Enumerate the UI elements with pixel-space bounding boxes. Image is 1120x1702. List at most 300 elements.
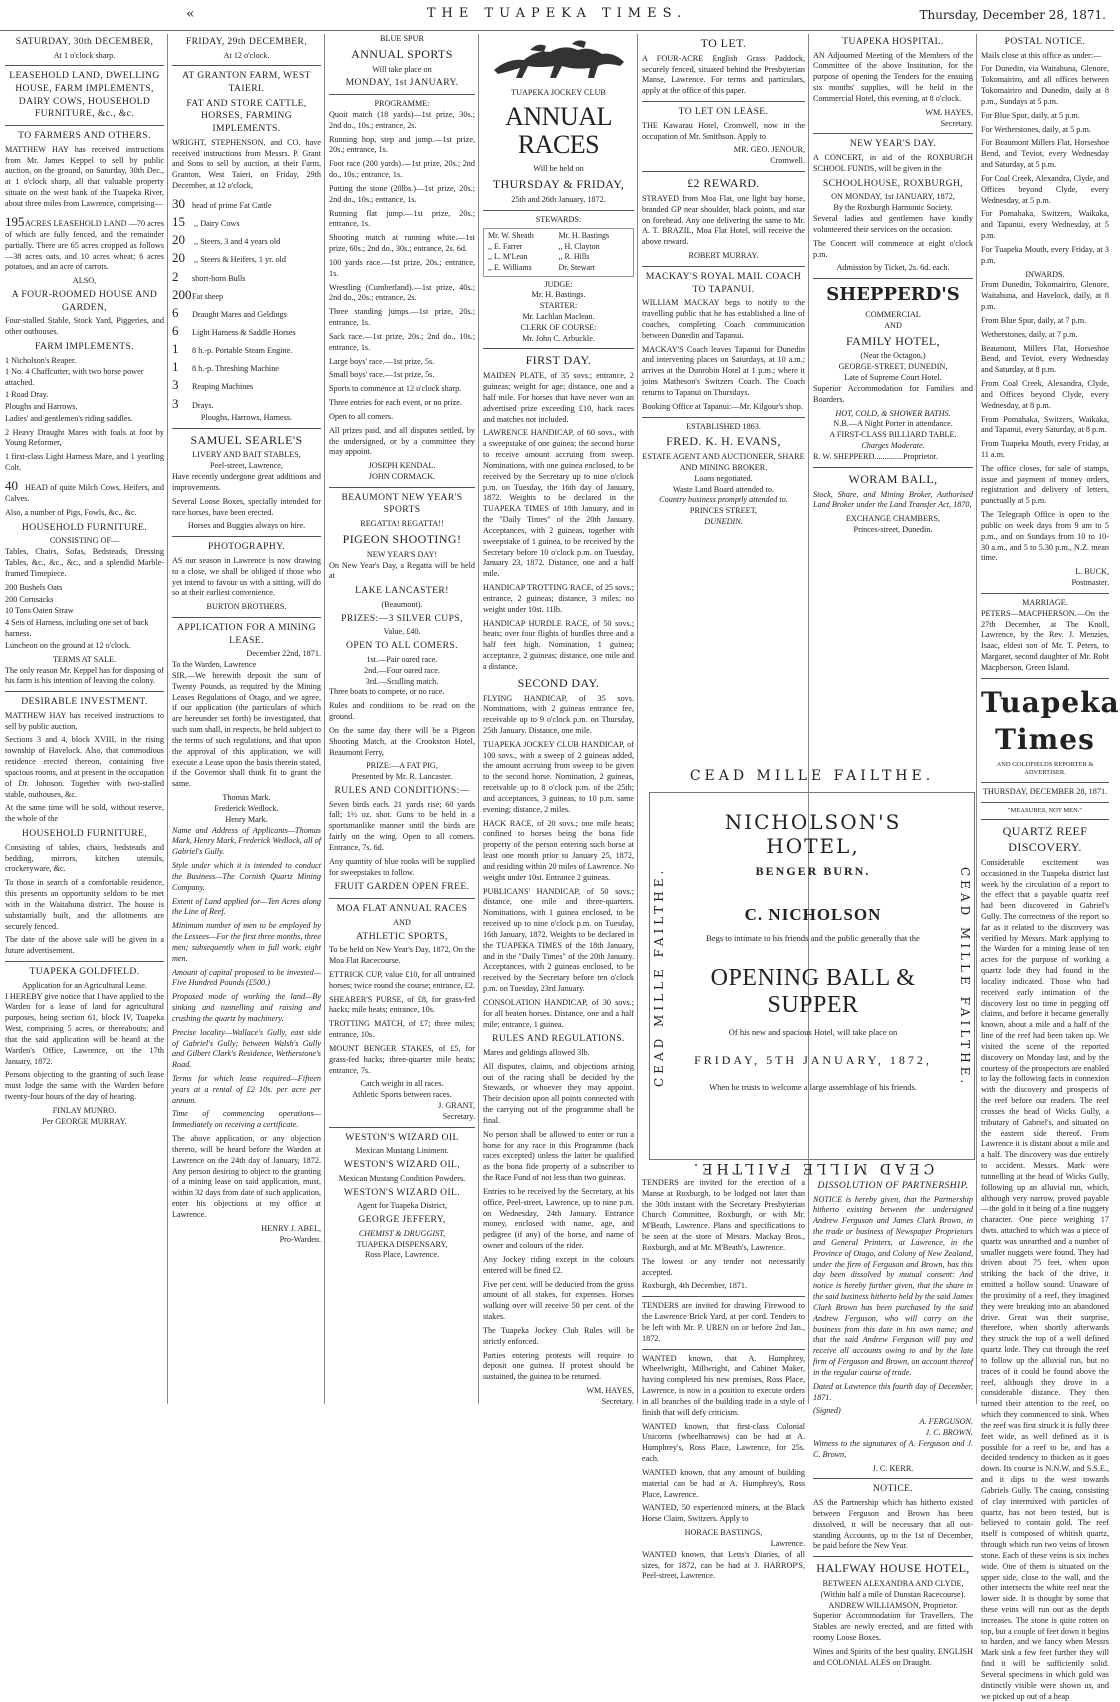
cead-top: CEAD MILLE FAILTHE. [689,768,935,784]
signature: HORACE BASTINGS, [684,1528,763,1538]
mining-signature: Pro-Warden. [279,1234,321,1244]
column-rule [976,34,977,1404]
auction-intro-2: MATTHEW HAY has received instructions to sell by public auction, [5,710,164,731]
shepperd-heading: SHEPPERD'S [826,284,960,306]
nicholson-trust: When he trusts to welcome a large assemblage of his friends. [709,1082,917,1092]
list-item: Ploughs and Harrows. [5,401,78,411]
list-item: 3 Drays. [172,395,214,411]
marriage-heading: MARRIAGE. [1022,597,1068,607]
concert-date: ON MONDAY, 1st JANUARY, 1872, [831,192,955,202]
wanted-text: WANTED known, that Letts's Diaries, of all sizes, for 1872, can be had at J. HARROP'S, Peel-street, Lawrence. [642,1549,805,1581]
signature: JOHN CORMACK. [368,471,436,481]
hospital-text: AN Adjourned Meeting of the Members of the Committee of the above Institution, for the purpose of opening the Tenders for the ensuing six months' supplies, will be held in the Commercial Hotel, this evening, at 8 o'clock. [813,50,973,103]
mining-text: SIR,—We herewith deposit the sum of Twenty Pounds, as required by the Mining Leases Regulations of Otago, and we agree, if our application (the particulars of which are hereunder set forth) be investigated, that such sum shall, in respects, be held subject to the terms of such regulations, and that upon the approval of this application, we will execute a Lease upon the basis therein stated, if the Governor shall think fit to grant the same. [172,671,321,789]
list-item: 20 ,, Steers & Heifers, 1 yr. old [172,250,286,266]
column-4 [480,34,637,1404]
masthead [0,0,1114,31]
postal-line: For Dunedin, via Waitahuna, Glenore, Tokomairiro, and all offices between Tokomairiro and Dunedin, daily at 8 p.m., Sundays at 5 p.m. [981,64,1109,106]
pigeon-text: On the same day there will be a Pigeon Shooting Match, at the Crookston Hotel, Beaumont Ferry, [329,725,475,757]
concert-time: The Concert will commence at eight o'clock p.m. [813,238,973,259]
event: Running hop, step and jump.—1st prize, 20s.; entrance, 1s. [329,134,475,155]
race-item: 2nd.—Four oared race. [364,665,440,675]
days-heading: THURSDAY & FRIDAY, [492,176,625,191]
light-horse-text: 1 first-class Light Harness Mare, and 1 yearling Colt. [5,452,164,473]
nicholson-title: NICHOLSON'S HOTEL, [724,810,902,858]
list-item: 6 Light Harness & Saddle Horses [172,323,296,338]
concert-description: Several ladies and gentlemen have kindly volunteered their services on the occasion. [813,214,973,234]
column-rule [478,34,479,1404]
date-sale-text: The date of the above sale will be given in a future advertisement. [5,935,164,956]
cows-number: 40 [5,477,18,493]
signature: Cromwell. [770,156,805,166]
mining-detail: Precise locality—Wallace's Gully, east side of Gabriel's Gully; between Walsh's Gully and Gilbert Clark's Residence, Wetherstone's Road. [172,1027,321,1070]
dissolution-signed: (Signed) [813,1406,841,1416]
tenders-date: Roxburgh, 4th December, 1871. [642,1281,748,1291]
george-text: GEORGE-STREET, DUNEDIN, [838,362,948,372]
paper-title: Tuapeka Times [981,685,1120,756]
dispensary-text: TUAPEKA DISPENSARY, [356,1239,448,1249]
princes-text: Princes-street, Dunedin. [853,525,933,535]
held-text: Will be held on [533,164,584,174]
stewards-heading: STEWARDS: [535,214,582,224]
evans-sub: ESTATE AGENT AND AUCTIONEER, SHARE AND MINING BROKER. [642,452,805,472]
stewards-table [483,228,634,276]
mining-detail: Terms for which lease required—Fifteen years at a rental of £2 10s. per acre per annum. [172,1073,321,1105]
searle-place: Peel-street, Lawrence, [210,461,283,471]
dissolution-text: NOTICE is hereby given, that the Partnership hitherto existing between the undersigned Andrew Ferguson and James Clark Brown, in the trade or business of Newspaper Proprietors and General Printers, at Lawrence, in the Province of Otago, and Colony of New Zealand, under the firm of Ferguson and Brown, has this day been dissolved by mutual consent: And notice is hereby further given, that the share in the said business hitherto held by the said James Clark Brown has been purchased by the said Andrew Ferguson, who will carry on the business from this date in his own name; and that the said Andrew Ferguson will pay and receive all accounts owing to and by the late firm of Ferguson and Brown, on account thereof in the regular course of trade. [813,1194,973,1377]
will-text: Will take place on [372,64,432,74]
column-rule [637,34,638,1404]
race-entry: PUBLICANS' HANDICAP, of 50 sovs.; distance, one mile and three-quarters. Nominations, with 1 guinea enclosed, to be received up to nine o'clock p.m. on Tuesday, 16th January, 1872. Weights to be declared in the TUAPEKA TIMES of the 18th January, and in the "Daily Times" of the 20th January. Acceptances, with 2 guineas enclosed, to be received by the Secretary before ten o'clock p.m. on Tuesday, 23rd January. [483,886,634,994]
cead-right: CEAD MILLE FAILTHE. [958,866,972,1088]
list-item: 1 Nicholson's Reaper. [5,355,77,365]
fat-pig-heading: PRIZE:—A FAT PIG, [366,761,438,771]
steward: Mr. W. Sheath [488,231,534,241]
lake-sub: (Beaumont). [381,599,423,609]
judge-name: Mr. H. Bastings. [531,290,586,300]
catch-text: Catch weight in all races. [360,1079,444,1089]
searle-boxes: Several Loose Boxes, specially intended for race horses, have been erected. [172,496,321,517]
baths-text: HOT, COLD, & SHOWER BATHS. [835,408,951,418]
mining-detail: Minimum number of men to be employed by the Lessees—For the first three months, three men; subsequently when in full work, eight men. [172,921,321,963]
mining-detail: Name and Address of Applicants—Thomas Mark, Henry Mark, Frederick Wedlock, all of Gabriel's Gully. [172,825,321,857]
porter-text: N.B.—A Night Porter in attendance. [833,419,953,429]
sports-date: MONDAY, 1st JANUARY. [345,77,459,89]
signature: Secretary. [940,118,973,128]
race-entry: CONSOLATION HANDICAP, of 30 sovs.; for all beaten horses. Distance, one and a half mile; entrance, 1 guinea. [483,997,634,1029]
signature: Secretary. [442,1111,475,1121]
cows-text: HEAD of quite Milch Cows, Heifers, and Calves. [5,482,164,504]
schoolhouse-heading: SCHOOLHOUSE, ROXBURGH, [822,177,964,189]
race-entry: TUAPEKA JOCKEY CLUB HANDICAP, of 100 sovs., with a sweep of 2 guineas added, the amount accruing from sweep to be given to the second horse. Nomination, 2 guineas, receivable up to 8 o'clock p.m. of the 25th; and acceptances, 3 guineas, to 10 p.m. same evening; distance, 2 miles. [483,739,634,814]
furniture-heading: HOUSEHOLD FURNITURE. [21,521,148,533]
rule: All disputes, claims, and objections arising out of the racing shall be decided by the Stewards, or whoever they may appoint. Their decision upon all points connected with the carrying out of the programme shall be final. [483,1061,634,1125]
photo-heading: PHOTOGRAPHY. [207,541,286,553]
list-item: 30 head of prime Fat Cattle [172,195,272,211]
masthead-title: THE TUAPEKA TIMES. [426,6,688,21]
within-text: (Within half a mile of Dunstan Racecourse). [820,1589,966,1599]
masthead-mark: « [186,6,195,22]
athletic-heading: ATHLETIC SPORTS, [356,930,448,942]
witness-text: Witness to the signatures of A. Ferguson and J. C. Brown, [813,1438,973,1459]
powders-text: Mexican Mustang Condition Powders. [338,1173,466,1183]
searle-text: Have recently undergone great additions and improvements. [172,472,321,492]
loans-text: Loans negotiated. [694,473,753,483]
signature: J. GRANT, [438,1101,475,1111]
implements-heading: FARM IMPLEMENTS. [35,341,134,352]
searle-hire: Horses and Buggies always on hire. [187,521,306,531]
steward: Dr. Stewart [558,262,595,272]
commence-text: Sports to commence at 12 o'clock sharp. [329,384,462,394]
list-item: 1 Road Dray. [5,390,49,400]
signature: WM. HAYES, [925,107,973,117]
column-3 [326,34,478,1404]
reward-text: STRAYED from Moa Flat, one light bay horse, branded GP near shoulder, black points, and star on forehead. Any one delivering the same to Mr. A. T. BRAZIL, Moa Flat Hotel, will receive the above reward. [642,193,805,247]
mining-to: To the Warden, Lawrence [172,660,257,670]
mackay-heading: MACKAY'S ROYAL MAIL COACH TO TAPANUI. [645,270,802,295]
list-item: 15 ,, Dairy Cows [172,214,240,230]
inwards-line: From Blue Spur, daily, at 7 p.m. [981,315,1087,325]
mining-name: Thomas Mark. [222,793,271,803]
cattle-heading: FAT AND STORE CATTLE, HORSES, FARMING IMPLEMENTS. [186,97,307,135]
signature: Secretary. [601,1396,634,1406]
signature: J. C. BROWN. [925,1428,973,1438]
dates-text: 25th and 26th January, 1872. [511,194,606,204]
mackay-text-2: MACKAY'S Coach leaves Tapanui for Dunedin and intervening places on Saturdays, at 10 a.m.; arrives at the Dunrobin Hotel at 1 p.m.; where it joins Matheson's Switzers Coach. The Coach returns to Tapanui on Thursdays. [642,344,805,397]
country-text: Country business promptly attended to. [659,495,788,505]
family-heading: FAMILY HOTEL, [846,333,940,348]
nicholson-name: C. NICHOLSON [744,905,882,924]
nicholson-ad [676,800,950,1092]
mining-detail: Extent of Land applied for—Ten Acres along the Line of Reef. [172,896,321,917]
list-item: 3 Reaping Machines [172,377,254,393]
reward-heading: £2 REWARD. [687,176,760,191]
desirable-heading: DESIRABLE INVESTMENT. [21,696,148,708]
inwards-line: From Tuapeka Mouth, every Friday, at 11 a.m. [981,439,1109,459]
race-entry: LAWRENCE HANDICAP, of 60 sovs., with a sweepstake of one guinea; the second horse to receive amount accruing from sweep. Nominations, with one guinea enclosed, to be received by the Secretary up to nine o'clock p.m. on Tuesday, the 16th day of January, 1872. Weights to be declared in the TUAPEKA TIMES of 18th January, and in the "Daily Times" of the 20th January. Acceptances, with 2 guineas, together with sweepstake of 1 guinea, to be received by the Secretary before 10 o'clock p.m. on Tuesday, January 23, 1872. Distance, one and a half mile. [483,428,634,579]
list-item: 2 short-horn Bulls [172,268,246,284]
to-farmers-heading: TO FARMERS AND OTHERS. [18,130,151,142]
weston-heading-3: WESTON'S WIZARD OIL. [343,1186,461,1198]
event: Small boys' race.—1st prize, 5s. [329,370,435,380]
signature: ROBERT MURRAY. [688,251,759,261]
auction-intro: WRIGHT, STEPHENSON, and CO. have received instructions from Messrs. P. Grant and Sons to sell by auction, at their Farm, Granton, West Taieri, on Friday, 29th December, at 12 o'clock, [172,137,321,191]
steward: ,, R. Hills [558,252,590,262]
steward: ,, L. M'Lean [488,252,528,262]
list-item: 200 Cornsacks [5,594,54,604]
mustang-text: Mexican Mustang Liniment. [355,1146,449,1156]
agent-text: Agent for Tuapeka District, [356,1201,448,1211]
woram-text: Stock, Share, and Mining Broker, Authorised Land Broker under the Land Transfer Act, 1870, [813,489,973,510]
paper-motto: "MEASURES, NOT MEN." [1007,806,1083,814]
three-boats-text: Three boats to compete, or no race. [329,687,445,697]
rule: The Tuapeka Jockey Club Rules will be strictly enforced. [483,1325,634,1346]
signature: WM. HAYES, [586,1386,634,1396]
mining-detail: Amount of capital proposed to be invested—Five Hundred Pounds (£500.) [172,967,321,988]
moa-race: SHEARER'S PURSE, of £8, for grass-fed hacks; mile heats; entrance, 10s. [329,994,475,1015]
steward: ,, E. Williams [488,262,532,272]
mackay-office: Booking Office at Tapanui:—Mr. Kilgour's shop. [642,401,803,411]
list-item: 10 Tons Oaten Straw [5,606,74,616]
column-rule [167,34,168,1404]
new-year-heading: NEW YEAR'S DAY. [849,138,937,150]
column-rule [324,34,325,1404]
event: Three standing jumps.—1st prize, 20s.; entrance, 1s. [329,307,475,328]
mining-name: Henry Mark. [225,814,268,824]
rules-ground-text: Rules and conditions to be read on the ground. [329,701,475,722]
wanted-text: WANTED known, that any amount of building material can be had at A. Humphrey's, Ross Place, Lawrence. [642,1467,805,1499]
sale-date: SATURDAY, 30th DECEMBER, [15,36,154,47]
rule: Any Jockey riding except in the colours entered will be fined £2. [483,1254,634,1275]
race-item: 3rd.—Sculling match. [365,676,439,686]
list-item: 4 Sets of Harness, including one set of back harness. [5,618,149,639]
sale-title: LEASEHOLD LAND, DWELLING HOUSE, FARM IMPLEMENTS, DAIRY COWS, HOUSEHOLD FURNITURE, &c., &c. [9,70,160,120]
dissolution-heading: DISSOLUTION OF PARTNERSHIP. [817,1180,969,1191]
mining-name: Frederick Wedlock. [214,803,279,813]
first-day-heading: FIRST DAY. [525,353,592,368]
postal-line: For Wetherstones, daily, at 5 p.m. [981,124,1091,134]
also-label: ALSO, [72,276,97,286]
and-text: AND [884,320,902,330]
ross-text: Ross Place, Lawrence. [364,1250,440,1260]
mining-detail: Style under which it is intended to conduct the Business—The Cornish Quartz Mining Company. [172,861,321,892]
land-description: ACRES LEASEHOLD LAND —70 acres of which are fully fenced, and the remainder partially. There are 65 acres cropped as follows —38 acres oats, and 10 acres wheat; 6 acres potatoes, and an acre of carrots. [5,218,164,272]
event: Putting the stone (20lbs.)—1st prize, 20s.; 2nd do., 10s.; entrance, 1s. [329,183,475,204]
mares-text: 2 Heavy Draught Mares with foals at foot by Young Reformer, [5,427,164,448]
starter-name: Mr. Lachlan Maclean. [522,312,595,321]
paper-date: THURSDAY, DECEMBER 28, 1871. [982,786,1108,796]
objecting-text: Persons objecting to the granting of such lease must lodge the same with the Warden before twenty-four hours of the day of hearing. [5,1070,164,1101]
place-heading: AT GRANTON FARM, WEST TAIERI. [182,70,311,95]
column-rule [808,34,809,1404]
concert-by: By the Roxburgh Harmonic Society. [833,203,953,213]
rule: Five per cent. will be deducted from the gross amount of all stakes, for expenses. Horses walking over will receive 50 per cent. of the stakes. [483,1279,634,1322]
moa-and: AND [393,917,411,927]
nicholson-new: Of his new and spacious Hotel, will take place on [728,1027,898,1037]
inwards-line: From Dunedin, Tokomairiro, Glenore, Waitahuna, and Havelock, daily, at 8 p.m. [981,280,1109,312]
furniture-text: Tables, Chairs, Sofas, Bedsteads, Dressing Tables, &c., &c., &c., and a splendid Marble-framed Timepiece. [5,547,164,578]
exchange-text: EXCHANGE CHAMBERS, [845,514,941,524]
race-entry: FLYING HANDICAP, of 35 sovs. Nominations, with 2 guineas entrance fee, receivable up to 9 o'clock p.m. on Thursday, 25th January. Distance, one mile. [483,693,634,735]
list-item: 1 8 h.-p. Portable Steam Engine. [172,341,293,357]
woram-heading: WORAM BALL, [848,471,938,486]
sale-time: At 1 o'clock sharp. [53,50,116,60]
lease-text: THE Kawarau Hotel, Cromwell, now in the occupation of Mr. Smithson. Apply to [642,120,805,141]
to-let-text: A FOUR-ACRE English Grass Paddock, securely fenced, situated behind the Presbyterian Manse, Lawrence. For terms and particulars, apply at the office of this paper. [642,53,805,96]
established-text: ESTABLISHED 1863. [686,421,761,431]
furniture-heading-2: HOUSEHOLD FURNITURE, [21,828,148,840]
goldfield-heading: TUAPEKA GOLDFIELD. [29,966,140,978]
article-heading: QUARTZ REEF DISCOVERY. [1002,824,1088,855]
office-hours: The office closes, for sale of stamps, issue and payment of money orders, registration and delivery of letters, punctually at 5 p.m. [981,463,1109,506]
wanted-text: WANTED known, that first-class Colonial Unicorns (wheelbarrows) can be had at A. Humphrey's, Ross Place, Lawrence, for 25s. each. [642,1421,805,1464]
halfway-heading: HALFWAY HOUSE HOTEL, [816,1561,970,1576]
race-entry: HACK RACE, of 20 sovs.; one mile heats; confined to horses being the bona fide property of the person entering such horse at least one month prior to January 25, 1872, and residing within 20 miles of Lawrence. No weight under 10st. Entrance 2 guineas. [483,818,634,882]
mining-date: December 22nd, 1871. [246,649,321,659]
second-day-heading: SECOND DAY. [517,675,600,690]
regatta-heading: REGATTA! REGATTA!! [360,519,444,529]
inwards-line: From Coal Creek, Alexandra, Clyde, and Offices beyond Clyde, every Wednesday, at 8 p.m. [981,379,1109,410]
column-1 [2,34,167,1404]
dunedin-text: DUNEDIN. [704,517,743,527]
spur-heading: BLUE SPUR [380,34,424,43]
wanted-text: WANTED known, that A. Humphrey, Wheelwright, Millwright, and Cabinet Maker, having completed his new premises, Ross Place, Lawrence, is now in a position to execute orders in all branches of the building trade in a style of finish that will defy criticism. [642,1353,805,1417]
race-entry: MAIDEN PLATE, of 35 sovs.; entrance, 2 guineas; weight for age; distance, one and a half mile. For horses that have never won an advertised prize exceeding £10, hack races and matches not included. [483,371,634,424]
annual-races-heading: ANNUAL RACES [505,101,612,160]
moa-race: ETTRICK CUP, value £10, for all untrained horses; twice round the course; entrance, £2. [329,969,475,990]
auction-intro: MATTHEW HAY has received instructions from Mr. James Keppel to sell by public auction, on the ground, on Saturday, 30th Dec., at 1 o'clock sharp, all that valuable property situate on the west bank of the Tuapeka River, about three miles from Lawrence, comprising— [5,144,164,208]
wines-text: Wines and Spirits of the best quality. ENGLISH and COLONIAL ALES on Draught. [813,1646,973,1667]
event: Foot race (200 yards).—1st prize, 20s.; 2nd do., 10s.; entrance, 1s. [329,159,475,180]
disputes-text: All prizes paid, and all disputes settled, by the undersigned, or by a committee they may appoint. [329,425,475,457]
inwards-line: From Pomahaka, Switzers, Waikaka, and Tapanui, every Saturday, at 8 p.m. [981,414,1109,435]
tenders-low: The lowest or any tender not necessarily accepted. [642,1256,805,1277]
cead-left: CEAD MILLE FAILTHE. [652,866,666,1088]
luncheon-text: Luncheon on the ground at 12 o'clock. [5,640,131,650]
steward: ,, E. Farrer [488,241,523,251]
starter-heading: STARTER: [539,301,578,311]
weston-heading: WESTON'S WIZARD OIL [345,1131,459,1143]
event: Quoit match (18 yards)—1st prize, 30s.; 2nd do., 10s.; entrance, 2s. [329,109,475,130]
reason-text: The only reason Mr. Keppel has for disposing of his farm is his intention of leaving the colony. [5,665,164,686]
to-let-heading: TO LET. [700,36,747,50]
event: 100 yards race.—1st prize, 20s.; entrance, 1s. [329,257,475,278]
firewood-text: TENDERS are invited for drawing Firewood to the Lawrence Brick Yard, at per cord. Tenders to be left with Mr. P. UREN on or before 2nd Jan., 1872. [642,1301,805,1343]
inwards-heading: INWARDS. [1025,269,1065,279]
billiard-text: A FIRST-CLASS BILLIARD TABLE. [829,430,957,440]
furniture-text-2: Consisting of tables, chairs, bedsteads and bedding, mirrors, kitchen utensils, crockeryware, &c. [5,842,164,874]
judge-heading: JUDGE: [544,279,573,289]
waste-text: Waste Land Board attended to. [673,484,774,494]
rule: Mares and geldings allowed 3lb. [483,1048,590,1057]
signature: Lawrence. [770,1538,805,1548]
event: Shooting match at running white.—1st prize, 60s.; 2nd do., 30s.; entrance, 2s. 6d. [329,233,475,254]
inwards-line: Wetherstones, daily, at 7 p.m. [981,329,1078,339]
saddles-text: Ladies' and gentlemen's riding saddles. [5,413,133,423]
williamson-text: ANDREW WILLIAMSON, Proprietor. [828,1600,958,1610]
pigeon-heading: PIGEON SHOOTING! [342,531,462,546]
between-text: BETWEEN ALEXANDRA AND CLYDE, [822,1578,964,1588]
terms-text: TERMS AT SALE. [52,654,117,664]
moa-heading: MOA FLAT ANNUAL RACES [336,903,468,915]
jeffery-heading: GEORGE JEFFERY, [358,1214,446,1226]
signature: A. FERGUSON. [919,1417,973,1427]
mining-detail: Proposed mode of working the land—By sinking and tunnelling and raising and crushing the quartz by machinery. [172,992,321,1023]
signature: Per GEORGE MURRAY. [42,1116,127,1126]
event: Large boys' race.—1st prize, 5s. [329,356,435,366]
moa-when: To be held on New Year's Day, 1872, On the Moa Flat Racecourse. [329,945,475,966]
marriage-text: PETERS—MACPHERSON.—On the 27th December, at The Knoll, Lawrence, by the Rev. J. Menzies, Isaac, eldest son of Mr. T. Peters, to Margaret, second daughter of Mr. Robt Macpherson, Green Island. [981,608,1109,672]
event: Sack race.—1st prize, 20s.; 2nd do., 10s.; entrance, 1s. [329,331,475,352]
presented-text: Presented by Mr. R. Lancaster. [351,772,453,782]
sale-time: At 12 o'clock. [223,50,270,60]
rule: Entries to be received by the Secretary, at his office, Peel-street, Lawrence, up to nine p.m. on Wednesday, 24th January. Entrance money, enclosed with name, age, and pedigree (if any) of the horse, and name of owner and colours of the rider. [483,1186,634,1251]
list-item: 200Fat sheep [172,286,224,302]
cead-bottom: CEAD MILLE FAILTHE. [689,1160,935,1176]
race-entry: HANDICAP HURDLE RACE, of 50 sovs.; heats; over four flights of hurdles three and a half feet high. Nomination, 1 guinea; acceptance, 2 guineas; distance, one mile and a distance. [483,618,634,671]
consisting-label: CONSISTING OF— [49,536,120,546]
house-heading: A FOUR-ROOMED HOUSE AND GARDEN, [11,289,158,313]
charges-text: Charges Moderate. [861,441,925,451]
clerk-heading: CLERK OF COURSE: [520,322,597,332]
lease-heading: TO LET ON LEASE. [678,106,769,118]
athletic-between: Athletic Sports between races. [352,1090,452,1100]
article-body: Considerable excitement was occasioned in the Tuapeka district last week by the circulation of a report to the effect that a payable quartz reef had been discovered in Gabriel's Gully. The correctness of the report so far as it related to the discovery was verified by Messrs. Mark applying to the Warden for a mining lease of ten acres for the purpose of working a quartz lode they had found in the locality indicated. Those who had received early intimation of the discovery lost no time in pegging off claims, and before it became generally known, about a mile and a half of the line of the reef had been taken up. We visited the scene of the reported discovery on Monday last, and by the courtesy of the prospectors are enabled to lay the following facts in connexion with the discovery and prospects of the reef before our readers. The reef crosses the head of Wicks Gully, a tributary of Gabriel's, and situated on the eastern side thereof. From Lawrence it is distant about a mile and a half. The discovery was due entirely to accident. Messrs. Mark were tunnelling at the head of Wicks Gully, following up an alluvial run, which, although very narrow, proved payable—the gold in it being of a fine nuggety character. One piece weighing 17 dwts. attached to which was a piece of quartz was unearthed and a number of smaller nuggets were found. They had driven about 75 feet, when upon striking the back of the drive, it emitted a hollow sound. Unaware of the proximity of a reef, they imagined they were breaking into an abandoned drive. Great was their surprise, therefore, when shortly afterwards they struck the top of a well defined quartz lode. They cut through the reef to follow up the alluvial run, but no traces of it could be found above the reef, although they drove in a considerable distance. They then turned their attention to the reef, on which they commenced to sink. When the reef was first struck it is fully three feet wide, as well defined as it is possible for a reef to be, and has a decided tendency to thicken as it goes down. Its course is N.N.W. and S.S.E., and it dips to the west towards Gabriels Gully. The casing, consisting of clay intermixed with particles of quartz, has not been tested, but is believed to contain gold. The reef itself is composed of whitish quartz, through which run two veins of brown stone. Each of these veins is six inches wide. One of them is situated on the upper side, close to the wall, and the other intersects the white reef near the lower side. It is thought by some that these veins will run out as the depth increases. The stone is quite rotten on top, but a couple of feet down it begins to harden, and we fancy when Messrs Mark sink a few feet further they will find it will be sufficiently solid. Several specimens in which gold was distinctly visible were shown us, and we picked up out of a heap [981,857,1110,1701]
mining-notice: The above application, or any objection thereto, will be heard before the Warden at Lawrence on the 24th day of January, 1872. Any person desiring to object to the granting of a mining lease on said application, must, within 32 days from date of such application, enter his objections at my office at Lawrence. [172,1134,321,1219]
sale-date: FRIDAY, 29th DECEMBER, [185,36,308,47]
masthead-date: Thursday, December 28, 1871. [919,8,1106,22]
racehorse-icon [486,36,631,86]
paper-subtitle: AND GOLDFIELDS REPORTER & ADVERTISER. [996,760,1094,777]
postal-line: Mails close at this office as under:— [981,50,1102,60]
ploughs-text: Ploughs, Harrows, Harness. [200,412,293,422]
sections-text: Sections 3 and 4, block XVIII, in the rising township of Havelock. Also, that commodious residence erected thereon, containing five spacious rooms, and at present in the occupation of Dr. Johnson. Together with two-stalled stable, outhouses, &c. [5,735,164,799]
superior-text: Superior Accommodation for Families and Boarders. [813,383,973,404]
concert-text: A CONCERT, in aid of the ROXBURGH SCHOOL FUNDS, will be given in the [813,153,973,173]
postal-line: For Pomahaka, Switzers, Waikaka, and Tapanui, every Wednesday, at 5 p.m. [981,209,1109,241]
notice-text: AS the Partnership which has hitherto existed between Ferguson and Brown has been dissolved, it will be necessary that all out-standing Accounts, up to the 1st of December, be paid before the New Year. [813,1498,973,1551]
nicholson-ball: OPENING BALL & SUPPER [710,965,916,1018]
postal-line: For Beaumont Millers Flat, Horseshoe Bend, and Teviot, every Wednesday and Saturday, at 5 p.m. [981,138,1109,170]
photo-signature: BURTON BROTHERS. [206,602,287,612]
octagon-text: (Near the Octagon,) [860,351,926,361]
annual-sports-heading: ANNUAL SPORTS [351,46,453,61]
signature: MR. GEO. JENOUR, [733,145,805,155]
searle-sub: LIVERY AND BAIT STABLES, [192,450,301,460]
commercial-text: COMMERCIAL [865,309,921,319]
hospital-heading: TUAPEKA HOSPITAL. [842,36,944,47]
moa-race: MOUNT BENGER STAKES, of £5, for grass-fed hacks; three-quarter mile heats; entrance, 7s. [329,1043,475,1075]
lake-heading: LAKE LANCASTER! [355,585,449,597]
mining-signature: HENRY J. ABEL, [261,1223,321,1233]
postal-line: For Blue Spur, daily, at 5 p.m. [981,110,1080,120]
telegraph-text: The Telegraph Office is open to the public on week days from 9 am to 5 p.m., and on Sundays from 10 to 10-30 a.m., and 5 to 5.30 p.m., N.Z. mean time. [981,510,1109,563]
column-6 [810,34,976,762]
signature: L. BUCK, [1075,567,1109,577]
superior-text-2: Superior Accommodation for Travellers. The Stables are newly erected, and are fitted with roomy Loose Boxes. [813,1611,973,1643]
value-text: Value, £40. [383,627,421,637]
dissolution-dated: Dated at Lawrence this fourth day of December, 1871. [813,1381,973,1402]
princes-text: PRINCES STREET, [689,506,758,516]
mackay-text: WILLIAM MACKAY begs to notify to the travelling public that he has established a line of coaches, completing Coach communication between Dunedin and Tapanui. [642,298,805,340]
entries-text: Three entries for each event, or no prize. [329,398,462,408]
photo-text: AS our season in Lawrence is now drawing to a close, we shall be obliged if those who yet intend to favour us with a sitting, will do so at their earliest convenience. [172,555,321,598]
notice-text: I HEREBY give notice that I have applied to the Warden for a lease of land for agricultural purposes, being section 61, block IV, Tuapeka West, comprising 5 acres, or thereabouts; and that the said application will be heard at the Warden's Office, Lawrence, on the 17th January, 1872. [5,991,164,1066]
list-item: 1 8 h.-p. Threshing Machine [172,359,279,375]
searle-heading: SAMUEL SEARLE'S [190,432,303,447]
rules-heading: RULES AND CONDITIONS:— [334,785,470,796]
tenders-text: TENDERS are invited for the erection of a Manse at Roxburgh, to be lodged not later than the 30th instant with the Secretary Presbyterian Church Committee, Roxburgh, or with Mr. M'Beath, Lawrence. Plans and specifications to be seen at the store of Messrs. Mackay Bros., Roxburgh, and at Mr. M'Beath's, Lawrence. [642,1178,805,1252]
stable-text: Four-stalled Stable, Stock Yard, Piggeries, and other outhouses. [5,316,164,337]
chemist-text: CHEMIST & DRUGGIST, [358,1228,446,1238]
weston-heading-2: WESTON'S WIZARD OIL, [343,1159,461,1171]
late-text: Late of Supreme Court Hotel. [844,373,942,383]
open-all-heading: OPEN TO ALL COMERS. [346,640,458,652]
signature: JOSEPH KENDAL. [368,461,436,471]
regatta-text: On New Year's Day, a Regatta will be held at [329,560,475,581]
clerk-name: Mr. John C. Arbuckle. [522,333,595,343]
shepperd-signature: R. W. SHEPPERD..............Proprietor. [813,451,938,461]
inwards-line: Beaumont, Millers Flat, Horseshoe Bend, and Teviot, every Wednesday and Saturday, at 8 p.m. [981,343,1109,375]
signature: FINLAY MUNRO. [52,1105,117,1115]
list-item: 1 No. 4 Chaffcutter, with two horse power attached. [5,367,144,388]
admission-text: Admission by Ticket, 2s. 6d. each. [836,263,950,273]
application-label: Application for an Agricultural Lease. [22,980,147,990]
land-number: 195 [5,213,25,229]
list-item: 6 Draught Mares and Geldings [172,304,287,320]
postal-line: For Coal Creek, Alexandra, Clyde, and Offices beyond Clyde, every Wednesday, at 5 p.m. [981,173,1109,205]
rooks-text: Any quantity of blue rooks will be supplied for sweepstakes to follow. [329,856,475,877]
